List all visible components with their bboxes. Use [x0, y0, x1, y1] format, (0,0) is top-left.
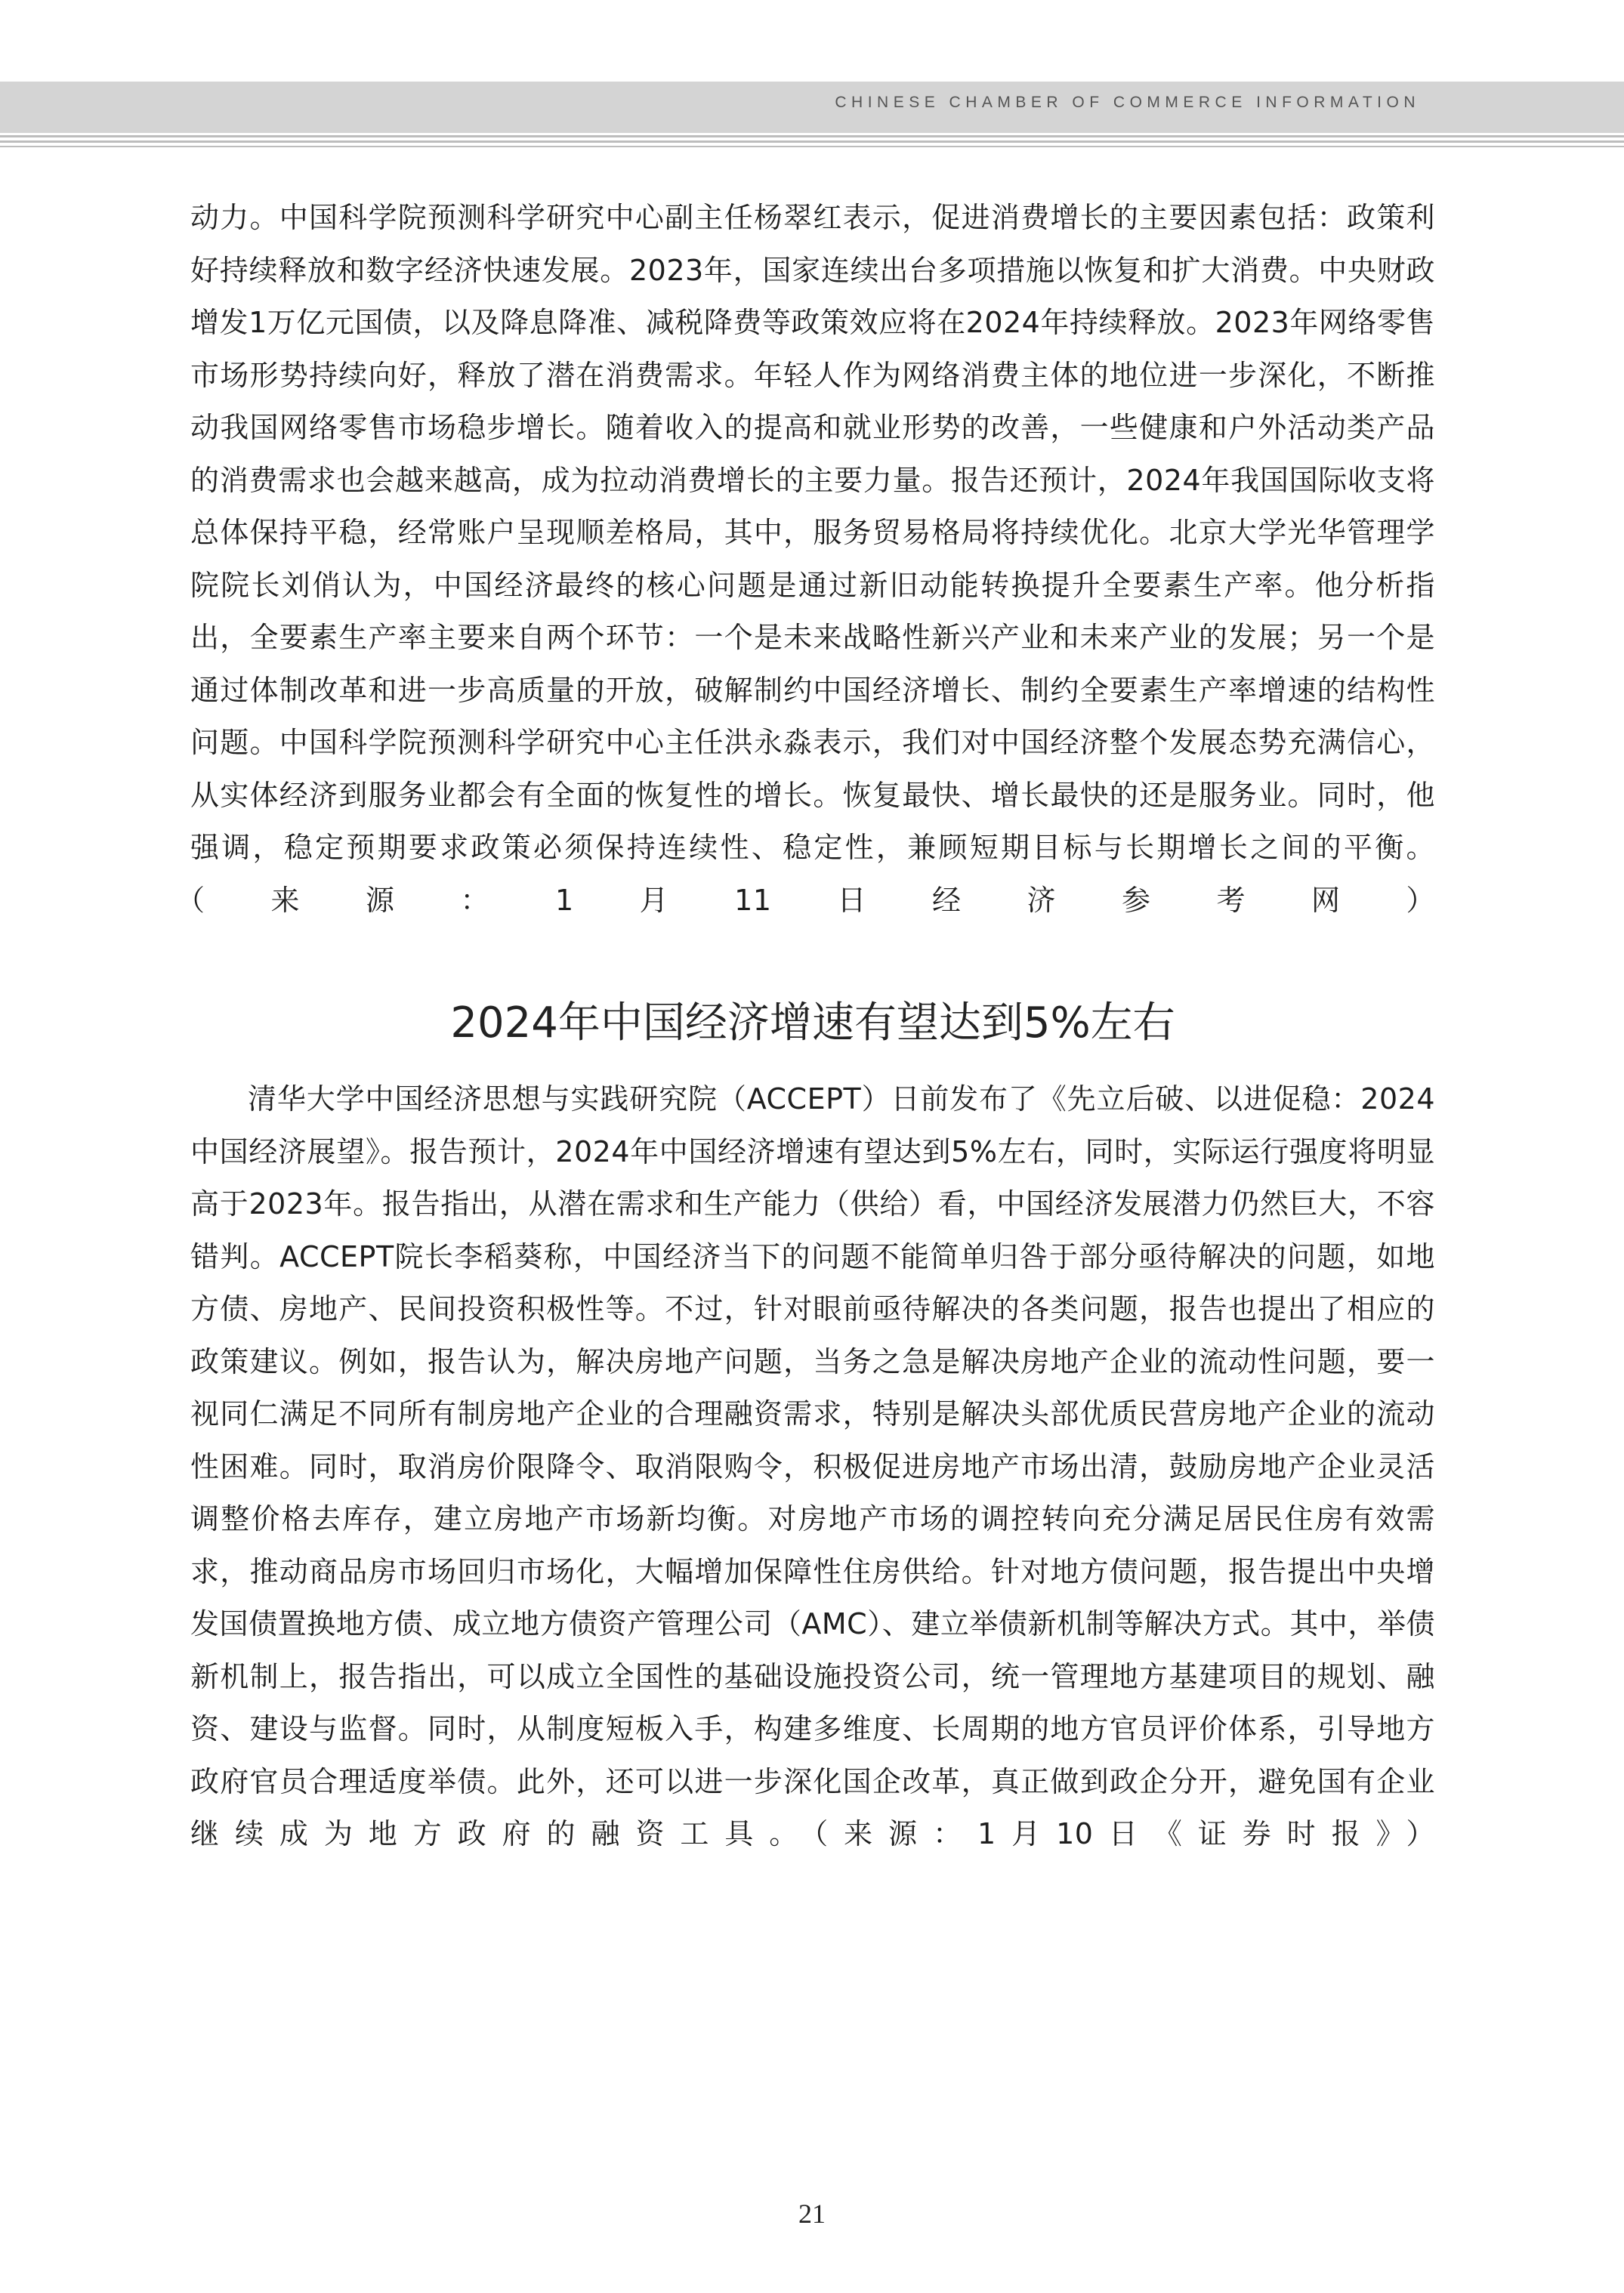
article-source: （来源：1月10日《证券时报》） [814, 1817, 1435, 1850]
header-rule [0, 146, 1624, 147]
publication-name: CHINESE CHAMBER OF COMMERCE INFORMATION [835, 94, 1420, 111]
article-text: 清华大学中国经济思想与实践研究院（ACCEPT）日前发布了《先立后破、以进促稳：2024中国经济展望》。报告预计，2024年中国经济增速有望达到5%左右，同时，实际运行强度将明显高于2023年。报告指出，从潜在需求和生产能力（供给）看，中国经济发展潜力仍然巨大，不容错判。ACCEPT院长李稻葵称，中国经济当下的问题不能简单归咎于部分亟待解决的问题，如地方债、房地产、民间投资积极性等。不过，针对眼前亟待解决的各类问题，报告也提出了相应的政策建议。例如，报告认为，解决房地产问题，当务之急是解决房地产企业的流动性问题，要一视同仁满足不同所有制房地产企业的合理融资需求，特别是解决头部优质民营房地产企业的流动性困难。同时，取消房价限降令、取消限购令，积极促进房地产市场出清，鼓励房地产企业灵活调整价格去库存，建立房地产市场新均衡。对房地产市场的调控转向充分满足居民住房有效需求，推动商品房市场回归市场化，大幅增加保障性住房供给。针对地方债问题，报告提出中央增发国债置换地方债、成立地方债资产管理公司（AMC）、建立举债新机制等解决方式。其中，举债新机制上，报告指出，可以成立全国性的基础设施投资公司，统一管理地方基建项目的规划、融资、建设与监督。同时，从制度短板入手，构建多维度、长周期的地方官员评价体系，引导地方政府官员合理适度举债。此外，还可以进一步深化国企改革，真正做到政企分开，避免国有企业继续成为地方政府的融资工具。 [190, 1082, 1435, 1850]
header-rule [0, 140, 1624, 143]
page-number: 21 [798, 2199, 826, 2229]
continued-article-paragraph [190, 192, 1435, 927]
continued-article-text: 动力。中国科学院预测科学研究中心副主任杨翠红表示，促进消费增长的主要因素包括：政策利好持续释放和数字经济快速发展。2023年，国家连续出台多项措施以恢复和扩大消费。中央财政增发1万亿元国债，以及降息降准、减税降费等政策效应将在2024年持续释放。2023年网络零售市场形势持续向好，释放了潜在消费需求。年轻人作为网络消费主体的地位进一步深化，不断推动我国网络零售市场稳步增长。随着收入的提高和就业形势的改善，一些健康和户外活动类产品的消费需求也会越来越高，成为拉动消费增长的主要力量。报告还预计，2024年我国国际收支将总体保持平稳，经常账户呈现顺差格局，其中，服务贸易格局将持续优化。北京大学光华管理学院院长刘俏认为，中国经济最终的核心问题是通过新旧动能转换提升全要素生产率。他分析指出，全要素生产率主要来自两个环节：一个是未来战略性新兴产业和未来产业的发展；另一个是通过体制改革和进一步高质量的开放，破解制约中国经济增长、制约全要素生产率增速的结构性问题。中国科学院预测科学研究中心主任洪永淼表示，我们对中国经济整个发展态势充满信心，从实体经济到服务业都会有全面的恢复性的增长。恢复最快、增长最快的还是服务业。同时，他强调，稳定预期要求政策必须保持连续性、稳定性，兼顾短期目标与长期增长之间的平衡。 [190, 201, 1435, 864]
page-content [190, 192, 1435, 1861]
article-title: 2024年中国经济增速有望达到5%左右 [450, 998, 1175, 1048]
article-paragraph [190, 1073, 1435, 1861]
header-rule [0, 135, 1624, 137]
continued-article-source: （来源：1月11日经济参考网） [190, 883, 1435, 917]
